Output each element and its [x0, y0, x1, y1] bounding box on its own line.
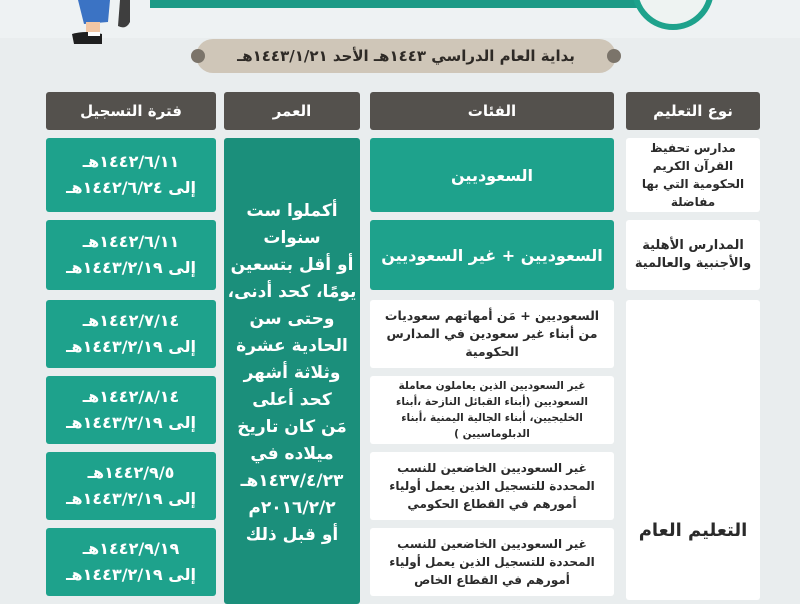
- period-to: إلى ١٤٤٣/٢/١٩هـ: [66, 413, 196, 432]
- period-to: إلى ١٤٤٣/٢/١٩هـ: [66, 258, 196, 277]
- period-to: إلى ١٤٤٣/٢/١٩هـ: [66, 489, 196, 508]
- category-row-5: غير السعوديين الخاضعين للنسب المحددة للتسجيل الذين يعمل أولياء أمورهم في القطاع الحكومي: [370, 452, 614, 520]
- category-row-6: غير السعوديين الخاضعين للنسب المحددة للتسجيل الذين يعمل أولياء أمورهم في القطاع الخاص: [370, 528, 614, 596]
- school-year-banner: [196, 39, 616, 73]
- period-row-3: [46, 300, 216, 368]
- banner-dot-right: [607, 49, 621, 63]
- type-general-education: التعليم العام: [626, 300, 760, 600]
- period-to: إلى ١٤٤٣/٢/١٩هـ: [66, 565, 196, 584]
- category-row-2: السعوديين + غير السعوديين: [370, 220, 614, 290]
- child-figure-icon: [70, 0, 130, 50]
- period-from: ١٤٤٢/٩/٥هـ: [87, 463, 175, 482]
- period-from: ١٤٤٢/٧/١٤هـ: [82, 311, 180, 330]
- header-education-type: نوع التعليم: [626, 92, 760, 130]
- period-to: إلى ١٤٤٢/٦/٢٤هـ: [66, 178, 196, 197]
- period-row-2: [46, 220, 216, 290]
- period-row-4: [46, 376, 216, 444]
- period-from: ١٤٤٢/٦/١١هـ: [82, 152, 180, 171]
- header-categories: الفئات: [370, 92, 614, 130]
- banner-text: بداية العام الدراسي ١٤٤٣هـ الأحد ١٤٤٣/١/٢١هـ: [237, 47, 575, 65]
- period-to: إلى ١٤٤٣/٢/١٩هـ: [66, 337, 196, 356]
- period-row-5: [46, 452, 216, 520]
- period-from: ١٤٤٢/٩/١٩هـ: [82, 539, 180, 558]
- age-requirement: أكملوا ست سنوات أو أقل بتسعين يومًا، كحد أدنى، وحتى سن الحادية عشرة وثلاثة أشهر كحد أعلى مَن كان تاريخ ميلاده في ١٤٣٧/٤/٢٣هـ ٢٠١٦/٢/٢م أو قبل ذلك: [224, 138, 360, 604]
- banner-dot-left: [191, 49, 205, 63]
- type-quran-schools: مدارس تحفيظ القرآن الكريم الحكومية التي بها مفاضلة: [626, 138, 760, 212]
- header-age: العمر: [224, 92, 360, 130]
- category-row-4: غير السعوديين الذين يعاملون معاملة السعوديين (أبناء القبائل النازحة ،أبناء الخليجيين، أبناء الجالية اليمنية ،أبناء الدبلوماسيين ): [370, 376, 614, 444]
- period-from: ١٤٤٢/٨/١٤هـ: [82, 387, 180, 406]
- header-registration-period: فترة التسجيل: [46, 92, 216, 130]
- category-row-3: السعوديين + مَن أمهاتهم سعوديات من أبناء غير سعودين في المدارس الحكومية: [370, 300, 614, 368]
- top-accent-bar: [150, 0, 680, 8]
- type-private-schools: المدارس الأهلية والأجنبية والعالمية: [626, 220, 760, 290]
- period-row-1: [46, 138, 216, 212]
- category-row-1: السعوديين: [370, 138, 614, 212]
- period-from: ١٤٤٢/٦/١١هـ: [82, 232, 180, 251]
- period-row-6: [46, 528, 216, 596]
